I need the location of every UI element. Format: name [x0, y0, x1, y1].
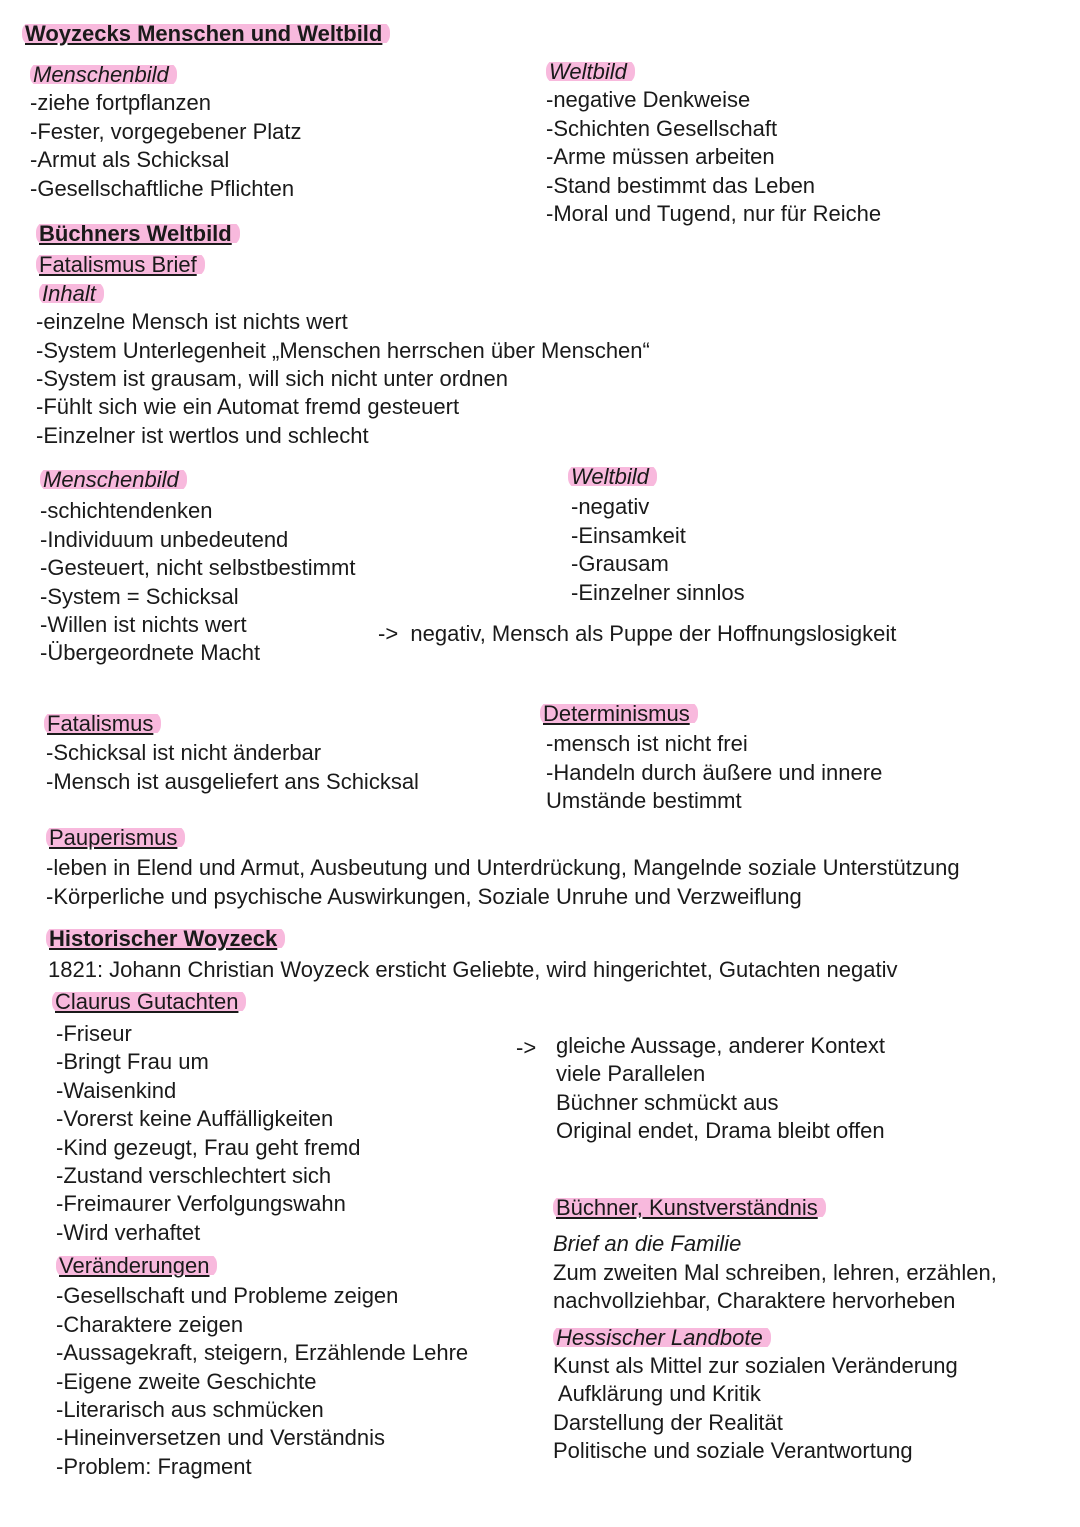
- buechner-weltbild-section: [568, 463, 745, 607]
- list-item: -Arme müssen arbeiten: [546, 144, 775, 170]
- list-item: -Eigene zweite Geschichte: [56, 1368, 317, 1394]
- list-item: -Willen ist nichts wert: [40, 612, 247, 638]
- list-item: Aufklärung und Kritik: [553, 1381, 761, 1407]
- woyzeck-menschenbild-heading: Menschenbild: [30, 62, 177, 87]
- list-item: -schichtendenken: [40, 498, 213, 524]
- woyzeck-weltbild-heading: Weltbild: [546, 59, 635, 84]
- pauperismus-section: [46, 824, 960, 911]
- list-item: -Zustand verschlechtert sich: [56, 1163, 332, 1189]
- list-item: -Wird verhaftet: [56, 1219, 201, 1245]
- list-item: -Hineinversetzen und Verständnis: [56, 1425, 385, 1451]
- list-item: Umstände bestimmt: [546, 788, 742, 814]
- gutachten-list: [56, 1020, 361, 1247]
- veraenderungen-section: [56, 1252, 468, 1481]
- list-item: -Grausam: [571, 551, 669, 577]
- buechner-menschenbild-section: [40, 466, 355, 668]
- historisch-section: [46, 925, 898, 1016]
- woyzeck-weltbild-section: [546, 58, 881, 228]
- list-item: -Charaktere zeigen: [56, 1311, 244, 1337]
- list-item: -Friseur: [56, 1021, 132, 1046]
- list-item: -Waisenkind: [56, 1077, 177, 1103]
- title-block: [22, 21, 390, 47]
- buechner-conclusion: -> negativ, Mensch als Puppe der Hoffnungslosigkeit: [378, 621, 897, 646]
- list-item: -Schicksal ist nicht änderbar: [46, 740, 322, 766]
- gutachten-heading: Claurus Gutachten: [52, 989, 246, 1014]
- buechner-section: [36, 220, 650, 450]
- buechner-weltbild-heading: Weltbild: [568, 464, 657, 489]
- list-item: Darstellung der Realität: [553, 1409, 783, 1435]
- list-item: -leben in Elend und Armut, Ausbeutung und Unterdrückung, Mangelnde soziale Unterstützung: [46, 855, 960, 881]
- buechner-menschenbild-heading: Menschenbild: [40, 467, 187, 492]
- list-item: -Problem: Fragment: [56, 1453, 252, 1479]
- fatalismus-brief-heading: Fatalismus Brief: [36, 252, 205, 277]
- list-item: -Fester, vorgegebener Platz: [30, 118, 302, 144]
- list-item: Original endet, Drama bleibt offen: [556, 1118, 885, 1144]
- list-item: -Aussagekraft, steigern, Erzählende Lehre: [56, 1340, 469, 1366]
- list-item: -Mensch ist ausgeliefert ans Schicksal: [46, 768, 419, 794]
- buechner-heading: Büchners Weltbild: [36, 221, 240, 246]
- list-item: -Gesteuert, nicht selbstbestimmt: [40, 555, 356, 581]
- list-item: -Freimaurer Verfolgungswahn: [56, 1191, 346, 1217]
- list-item: -Moral und Tugend, nur für Reiche: [546, 201, 882, 227]
- list-item: -Schichten Gesellschaft: [546, 115, 778, 141]
- pauperismus-heading: Pauperismus: [46, 825, 185, 850]
- list-item: -Vorerst keine Auffälligkeiten: [56, 1106, 334, 1132]
- fatalismus-heading: Fatalismus: [44, 711, 161, 736]
- determinismus-heading: Determinismus: [540, 701, 698, 726]
- list-item: -einzelne Mensch ist nichts wert: [36, 309, 348, 335]
- list-item: -negative Denkweise: [546, 87, 751, 113]
- list-item: -Einzelner ist wertlos und schlecht: [36, 422, 369, 448]
- list-item: viele Parallelen: [556, 1061, 706, 1087]
- list-item: -System Unterlegenheit „Menschen herrschen über Menschen“: [36, 337, 650, 363]
- list-item: -Bringt Frau um: [56, 1049, 209, 1075]
- brief-familie-heading: Brief an die Familie: [553, 1231, 742, 1257]
- list-item: -Einzelner sinnlos: [571, 579, 745, 605]
- fatalismus-section: [44, 710, 419, 796]
- list-item: -Einsamkeit: [571, 522, 686, 548]
- list-item: nachvollziehbar, Charaktere hervorheben: [553, 1288, 956, 1314]
- list-item: gleiche Aussage, anderer Kontext: [556, 1033, 886, 1058]
- veraenderungen-heading: Veränderungen: [56, 1253, 217, 1278]
- list-item: Politische und soziale Verantwortung: [553, 1438, 913, 1464]
- historisch-heading: Historischer Woyzeck: [46, 926, 285, 951]
- list-item: -System = Schicksal: [40, 583, 239, 609]
- comparison-list: [556, 1032, 885, 1146]
- list-item: -Kind gezeugt, Frau geht fremd: [56, 1134, 361, 1160]
- list-item: -Stand bestimmt das Leben: [546, 172, 816, 198]
- list-item: -negativ: [571, 494, 650, 520]
- page-title: Woyzecks Menschen und Weltbild: [22, 21, 390, 46]
- kunst-heading: Büchner, Kunstverständnis: [553, 1195, 826, 1220]
- kunst-section: [553, 1194, 997, 1466]
- woyzeck-menschenbild-section: [30, 61, 301, 203]
- list-item: Büchner schmückt aus: [556, 1089, 779, 1115]
- list-item: -Gesellschaftliche Pflichten: [30, 175, 295, 201]
- inhalt-heading: Inhalt: [39, 281, 104, 306]
- historisch-fact: 1821: Johann Christian Woyzeck ersticht Geliebte, wird hingerichtet, Gutachten negativ: [48, 957, 898, 983]
- list-item: -Fühlt sich wie ein Automat fremd gesteuert: [36, 394, 460, 420]
- list-item: -Übergeordnete Macht: [40, 640, 261, 666]
- list-item: -Gesellschaft und Probleme zeigen: [56, 1283, 399, 1309]
- list-item: -Literarisch aus schmücken: [56, 1397, 324, 1423]
- list-item: -Körperliche und psychische Auswirkungen, Soziale Unruhe und Verzweiflung: [46, 883, 802, 909]
- list-item: -ziehe fortpflanzen: [30, 90, 211, 116]
- list-item: -Armut als Schicksal: [30, 147, 230, 173]
- landbote-heading: Hessischer Landbote: [553, 1325, 771, 1350]
- list-item: Kunst als Mittel zur sozialen Veränderung: [553, 1353, 958, 1379]
- list-item: -Individuum unbedeutend: [40, 526, 289, 552]
- list-item: -Handeln durch äußere und innere: [546, 759, 883, 785]
- list-item: -mensch ist nicht frei: [546, 731, 748, 757]
- comparison-arrow: ->: [516, 1035, 537, 1060]
- list-item: Zum zweiten Mal schreiben, lehren, erzählen,: [553, 1259, 997, 1285]
- list-item: -System ist grausam, will sich nicht unter ordnen: [36, 366, 508, 392]
- determinismus-section: [540, 700, 882, 816]
